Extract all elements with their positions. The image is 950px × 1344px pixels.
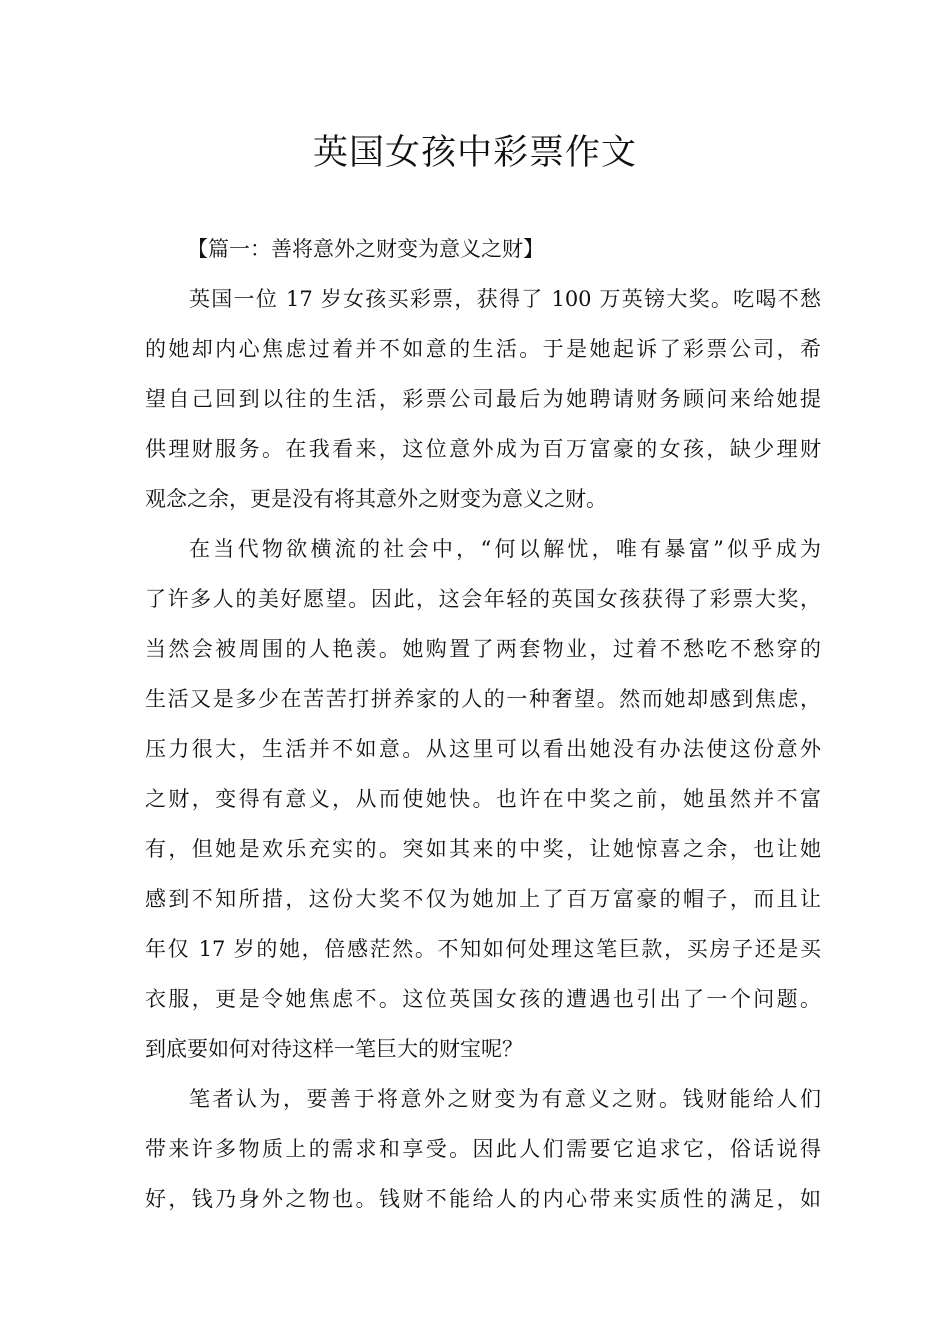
paragraph-line: 带来许多物质上的需求和享受。因此人们需要它追求它，俗话说得 [145, 1137, 821, 1161]
document-body [145, 224, 821, 1224]
document-title: 英国女孩中彩票作文 [312, 133, 637, 173]
paragraph-line: 衣服，更是令她焦虑不。这位英国女孩的遭遇也引出了一个问题。 [145, 987, 821, 1011]
paragraph-line: 的她却内心焦虑过着并不如意的生活。于是她起诉了彩票公司，希 [145, 337, 821, 361]
paragraph-line: 望自己回到以往的生活，彩票公司最后为她聘请财务顾问来给她提 [145, 387, 821, 411]
paragraph-line: 供理财服务。在我看来，这位意外成为百万富豪的女孩，缺少理财 [145, 437, 821, 461]
paragraph-line: 之财，变得有意义，从而使她快。也许在中奖之前，她虽然并不富 [145, 787, 821, 811]
paragraph-line: 当然会被周围的人艳羡。她购置了两套物业，过着不愁吃不愁穿的 [145, 637, 821, 661]
paragraph-line: 笔者认为，要善于将意外之财变为有意义之财。钱财能给人们 [189, 1087, 821, 1111]
paragraph-line: 观念之余，更是没有将其意外之财变为意义之财。 [145, 487, 607, 511]
paragraph-line: 了许多人的美好愿望。因此，这会年轻的英国女孩获得了彩票大奖， [145, 587, 821, 611]
section-heading: 【篇一：善将意外之财变为意义之财】 [187, 237, 544, 261]
paragraph-line: 好，钱乃身外之物也。钱财不能给人的内心带来实质性的满足，如 [145, 1187, 821, 1211]
paragraph-line: 生活又是多少在苦苦打拼养家的人的一种奢望。然而她却感到焦虑， [145, 687, 821, 711]
paragraph-line: 有，但她是欢乐充实的。突如其来的中奖，让她惊喜之余，也让她 [145, 837, 821, 861]
paragraph-line: 英国一位 17 岁女孩买彩票，获得了 100 万英镑大奖。吃喝不愁 [189, 287, 821, 311]
paragraph-line: 感到不知所措，这份大奖不仅为她加上了百万富豪的帽子，而且让 [145, 887, 821, 911]
paragraph-line: 年仅 17 岁的她，倍感茫然。不知如何处理这笔巨款，买房子还是买 [145, 937, 821, 961]
paragraph-line: 在当代物欲横流的社会中，“何以解忧，唯有暴富”似乎成为 [189, 537, 821, 561]
paragraph-line: 到底要如何对待这样一笔巨大的财宝呢？ [145, 1037, 523, 1061]
paragraph-line: 压力很大，生活并不如意。从这里可以看出她没有办法使这份意外 [145, 737, 821, 761]
